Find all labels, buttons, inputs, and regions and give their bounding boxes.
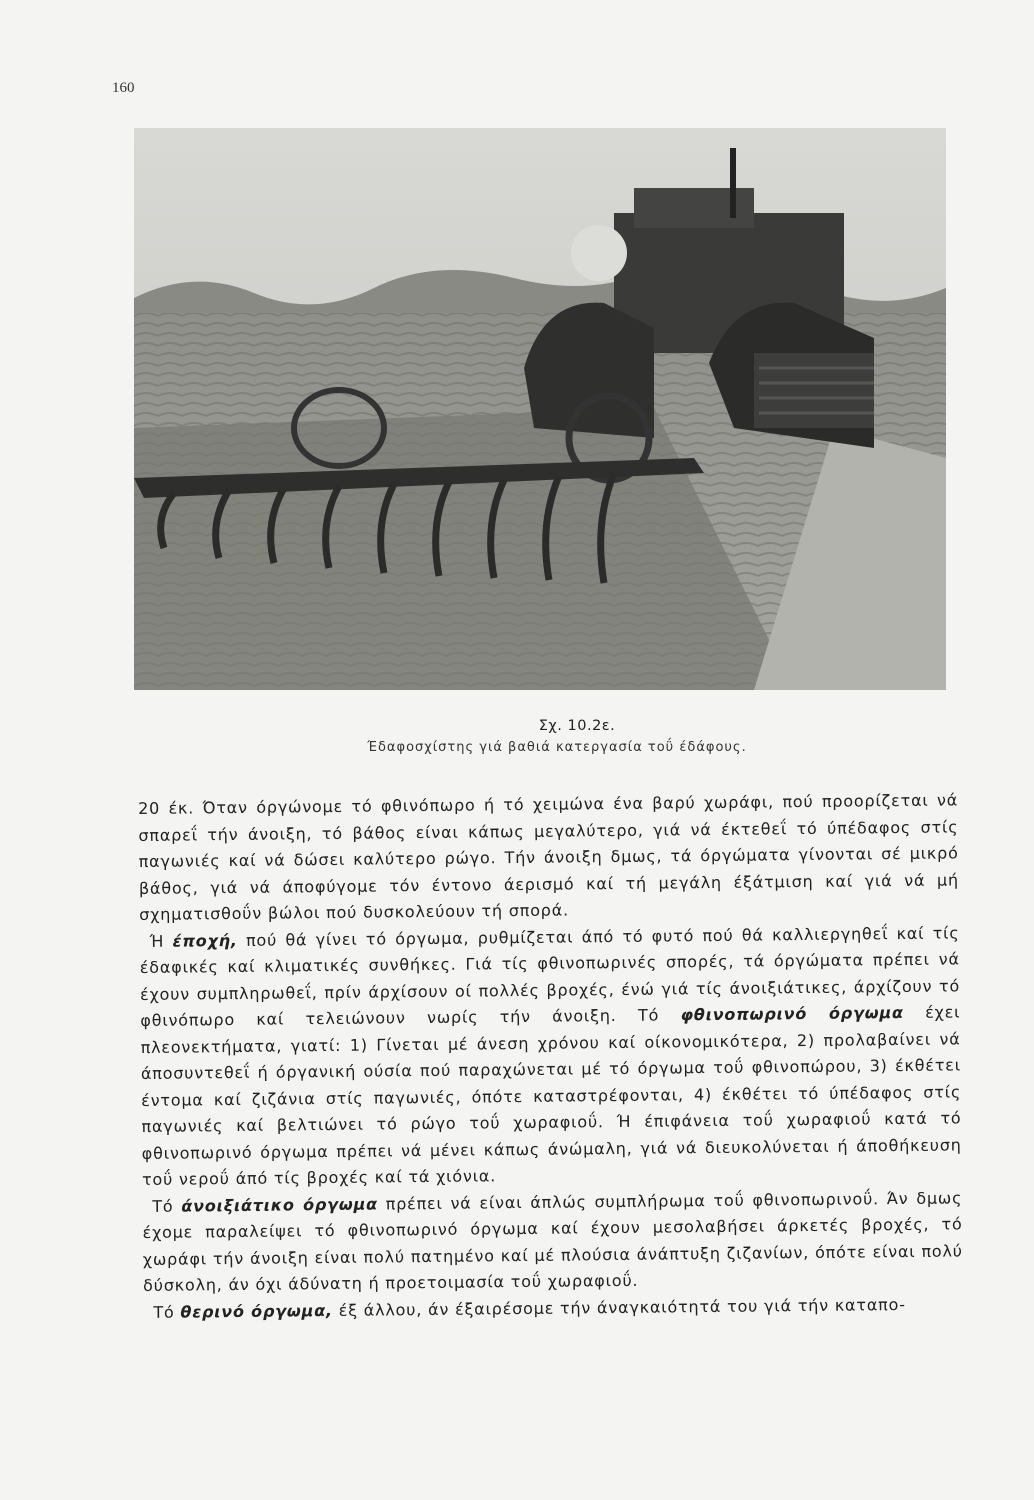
body-text bbox=[138, 787, 964, 1326]
text-run: έχει πλεονεκτήματα, γιατί: 1) Γίνεται μέ άνεση χρόνου καί οίκονομικότερα, 2) προλαβαίνει νά άποσυντεθεΐ ή όργανική ούσία πού παραχώνεται μέ τό όργωμα τοΰ φθινοπώρου, 3) έκθέτει έντομα καί ζιζάνια στίς παγωνιές, όπότε καταστρέφονται, 4) έκθέτει τό ύπέδαφος στίς παγωνιές καί βελτιώνει τό ρώγο τοΰ χωραφιοΰ. Ή έπιφάνεια τοΰ χωραφιοΰ κατά τό φθινοπωρινό όργωμα πρέπει νά μένει κάπως άνώμαλη, γιά νά διευκολύνεται ή άποθήκευση τοΰ νεροΰ άπό τίς βροχές καί τά χιόνια. bbox=[140, 1002, 962, 1189]
paragraph bbox=[139, 920, 962, 1194]
paragraph bbox=[138, 787, 959, 928]
text-run: έξ άλλου, άν έξαιρέσομε τήν άναγκαιότητά του γιά τήν καταπο- bbox=[332, 1294, 906, 1320]
text-run: πού θά γίνει τό όργωμα, ρυθμίζεται άπό τό φυτό πού θά καλλιεργηθεΐ καί τίς έδαφικές καί κλιματικές συνθήκες. Γιά τίς φθινοπωρινές σπορές, τά όργώματα πρέπει νά έχουν συμπληρωθεΐ, πρίν άρχίσουν οί πολλές βροχές, ένώ γιά τίς άνοιξιάτικες, άρχίζουν τό φθινόπωρο καί τελειώνουν νωρίς τήν άνοιξη. Τό bbox=[139, 922, 961, 1030]
emphasis-term: έποχή, bbox=[172, 930, 238, 951]
page-number: 160 bbox=[112, 80, 135, 96]
tractor-subsoiler-photo bbox=[134, 128, 946, 690]
text-run: Τό bbox=[153, 1302, 181, 1322]
text-run: πρέπει νά είναι άπλώς συμπλήρωμα τοΰ φθινοπωρινοΰ. Άν δμως έχομε παραλείψει τό φθινοπωρινό όργωμα καί έχουν μεσολαβήσει άρκετές βροχές, τό χωράφι τήν άνοιξη είναι πολύ πατημένο καί μέ πλούσια άνάπτυξη ζιζανίων, όπότε είναι πολύ δύσκολη, άν όχι άδύνατη ή προετοιμασία τοΰ χωραφιοΰ. bbox=[142, 1187, 963, 1295]
text-run: Τό bbox=[152, 1196, 182, 1216]
emphasis-term: άνοιξιάτικο όργωμα bbox=[181, 1194, 378, 1216]
paragraph bbox=[142, 1185, 963, 1300]
emphasis-term: θερινό όργωμα, bbox=[180, 1300, 333, 1322]
text-run: 20 έκ. Όταν όργώνομε τό φθινόπωρο ή τό χειμώνα ένα βαρύ χωράφι, πού προορίζεται νά σπαρεΐ τήν άνοιξη, τό βάθος είναι κάπως μεγαλύτερο, γιά νά έκτεθεΐ τό ύπέδαφος στίς παγωνιές καί νά δώσει καλύτερο ρώγο. Τήν άνοιξη δμως, τά όργώματα γίνονται σέ μικρό βάθος, γιά νά άποφύγομε τόν έντονο άερισμό καί τή μεγάλη έξάτμιση καί γιά νά μή σχηματισθοΰν βώλοι πού δυσκολεύουν τή σπορά. bbox=[138, 790, 960, 924]
figure-label: Σχ. 10.2ε. bbox=[538, 718, 616, 734]
emphasis-term: φθινοπωρινό όργωμα bbox=[680, 1002, 904, 1025]
figure-caption: Έδαφοσχίστης γιά βαθιά κατεργασία τοΰ έδάφους. bbox=[367, 740, 747, 755]
text-run: Ή bbox=[149, 931, 173, 951]
